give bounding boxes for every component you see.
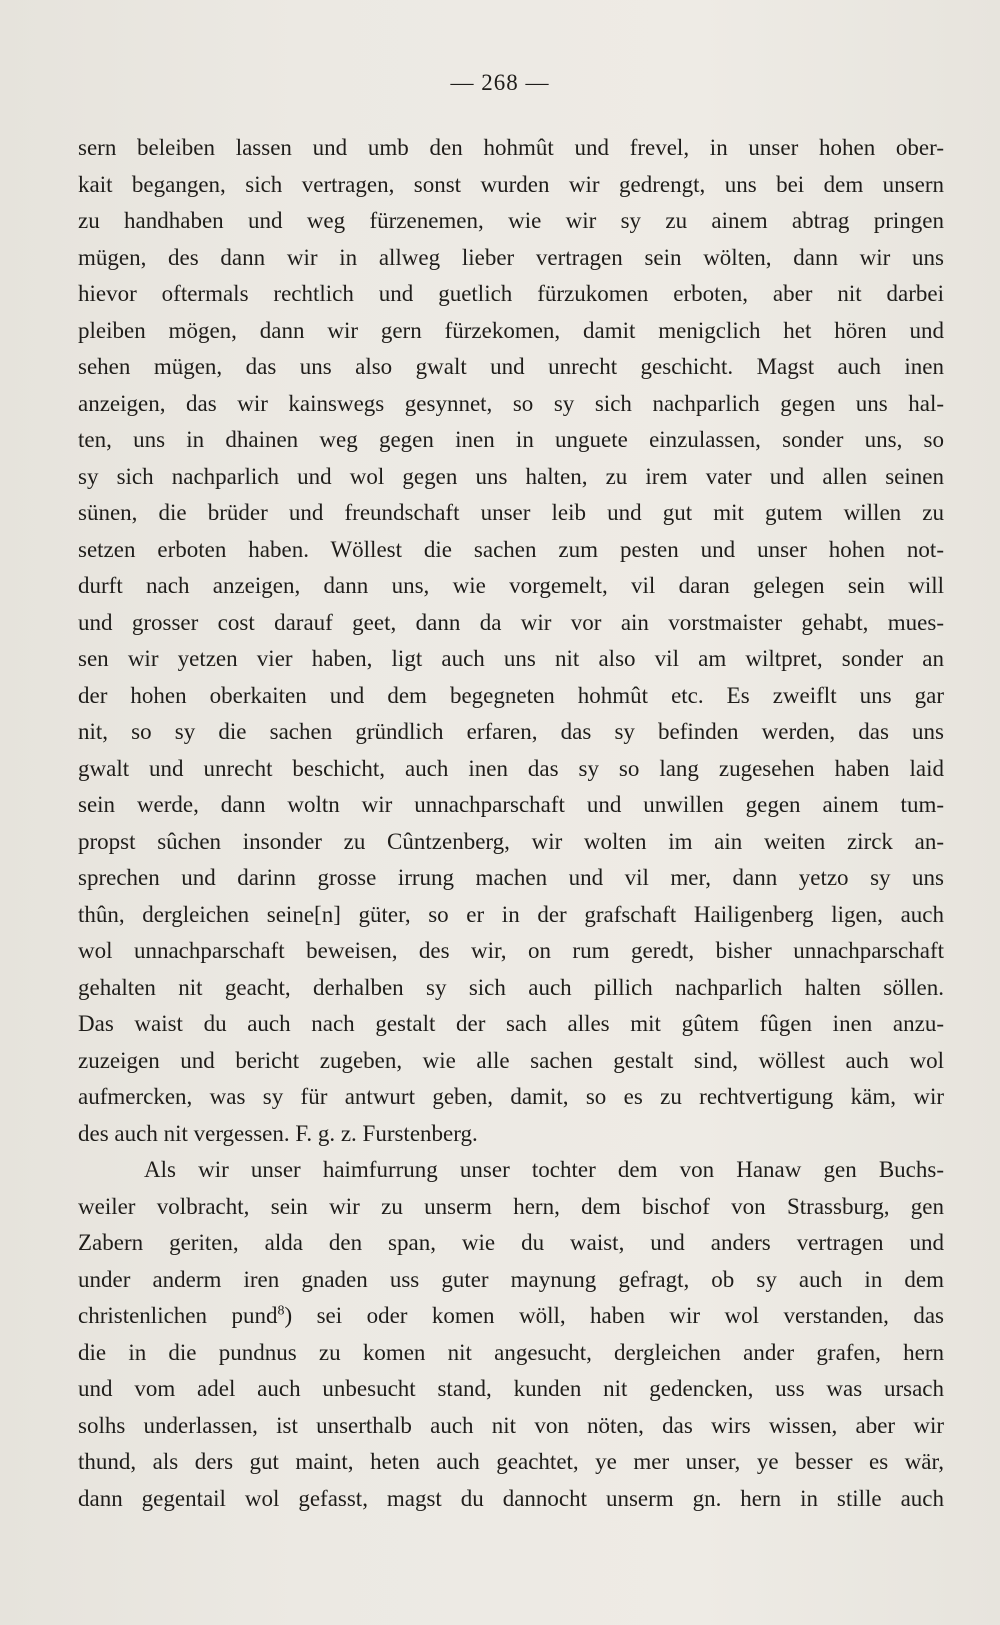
text-line: sen wir yetzen vier haben, ligt auch uns nit also vil am wiltpret, sonder an — [78, 646, 944, 671]
text-line: sein werde, dann woltn wir unnachparschaft und unwillen gegen ainem tum- — [78, 792, 944, 817]
text-line: propst sûchen insonder zu Cûntzenberg, wir wolten im ain weiten zirck an- — [78, 828, 944, 854]
text-line: wol unnachparschaft beweisen, des wir, on rum geredt, bisher unnachparschaft — [78, 938, 944, 963]
text-line: durft nach anzeigen, dann uns, wie vorgemelt, vil daran gelegen sein will — [78, 573, 944, 598]
paragraph-1 — [78, 130, 944, 1152]
text-line: kait begangen, sich vertragen, sonst wurden wir gedrengt, uns bei dem unsern — [78, 171, 944, 197]
text-line: sprechen und darinn grosse irrung machen und vil mer, dann yetzo sy uns — [78, 865, 944, 890]
text-line: sehen mügen, das uns also gwalt und unrecht geschicht. Magst auch inen — [78, 354, 944, 379]
text-line: und vom adel auch unbesucht stand, kunden nit gedencken, uss was ursach — [78, 1376, 944, 1401]
paragraph-2 — [78, 1152, 944, 1517]
text-line: gehalten nit geacht, derhalben sy sich auch pillich nachparlich halten söllen. — [78, 974, 944, 1000]
page-number: — 268 — — [450, 70, 550, 95]
text-segment: christenlichen pund — [78, 1303, 278, 1328]
text-line: und grosser cost darauf geet, dann da wir vor ain vorstmaister gehabt, mues- — [78, 609, 944, 635]
text-line: die in die pundnus zu komen nit angesucht, dergleichen ander grafen, hern — [78, 1339, 944, 1365]
text-line: des auch nit vergessen. F. g. z. Furstenberg. — [78, 1120, 478, 1146]
text-line: gwalt und unrecht beschicht, auch inen das sy so lang zugesehen haben laid — [78, 755, 944, 781]
text-line-with-footnote — [78, 1298, 944, 1335]
text-line: Zabern geriten, alda den span, wie du waist, und anders vertragen und — [78, 1230, 944, 1255]
text-line: Das waist du auch nach gestalt der sach alles mit gûtem fûgen inen anzu- — [78, 1011, 944, 1036]
text-line: mügen, des dann wir in allweg lieber vertragen sein wölten, dann wir uns — [78, 244, 944, 270]
text-line: zu handhaben und weg fürzenemen, wie wir sy zu ainem abtrag pringen — [78, 208, 944, 233]
text-line: zuzeigen und bericht zugeben, wie alle sachen gestalt sind, wöllest auch wol — [78, 1047, 944, 1073]
text-line: nit, so sy die sachen gründlich erfaren, das sy befinden werden, das uns — [78, 719, 944, 744]
text-line: sy sich nachparlich und wol gegen uns halten, zu irem vater und allen seinen — [78, 463, 944, 489]
text-line: hievor oftermals rechtlich und guetlich fürzukomen erboten, aber nit darbei — [78, 281, 944, 306]
text-line: sern beleiben lassen und umb den hohmût und frevel, in unser hohen ober- — [78, 135, 944, 160]
text-line: dann gegentail wol gefasst, magst du dannocht unserm gn. hern in stille auch — [78, 1485, 944, 1511]
text-line: thund, als ders gut maint, heten auch geachtet, ye mer unser, ye besser es wär, — [78, 1449, 944, 1474]
text-line: aufmercken, was sy für antwurt geben, damit, so es zu rechtvertigung käm, wir — [78, 1084, 944, 1109]
text-segment: ) sei oder komen wöll, haben wir wol verstanden, das — [284, 1303, 944, 1328]
text-line: sünen, die brüder und freundschaft unser leib und gut mit gutem willen zu — [78, 500, 944, 525]
text-line: anzeigen, das wir kainswegs gesynnet, so sy sich nachparlich gegen uns hal- — [78, 390, 944, 416]
text-line: ten, uns in dhainen weg gegen inen in unguete einzulassen, sonder uns, so — [78, 427, 944, 452]
footnote-marker: 8 — [277, 1303, 285, 1319]
body-text — [78, 130, 944, 1517]
text-line: Als wir unser haimfurrung unser tochter dem von Hanaw gen Buchs- — [144, 1157, 944, 1182]
text-line: thûn, dergleichen seine[n] güter, so er in der grafschaft Hailigenberg ligen, auch — [78, 901, 944, 927]
text-line: under anderm iren gnaden uss guter maynung gefragt, ob sy auch in dem — [78, 1266, 944, 1292]
text-line: setzen erboten haben. Wöllest die sachen zum pesten und unser hohen not- — [78, 536, 944, 562]
text-line: der hohen oberkaiten und dem begegneten hohmût etc. Es zweiflt uns gar — [78, 682, 944, 708]
text-line: pleiben mögen, dann wir gern fürzekomen, damit menigclich het hören und — [78, 317, 944, 343]
text-line: weiler volbracht, sein wir zu unserm hern, dem bischof von Strassburg, gen — [78, 1193, 944, 1219]
text-line: solhs underlassen, ist unserthalb auch nit von nöten, das wirs wissen, aber wir — [78, 1412, 944, 1438]
